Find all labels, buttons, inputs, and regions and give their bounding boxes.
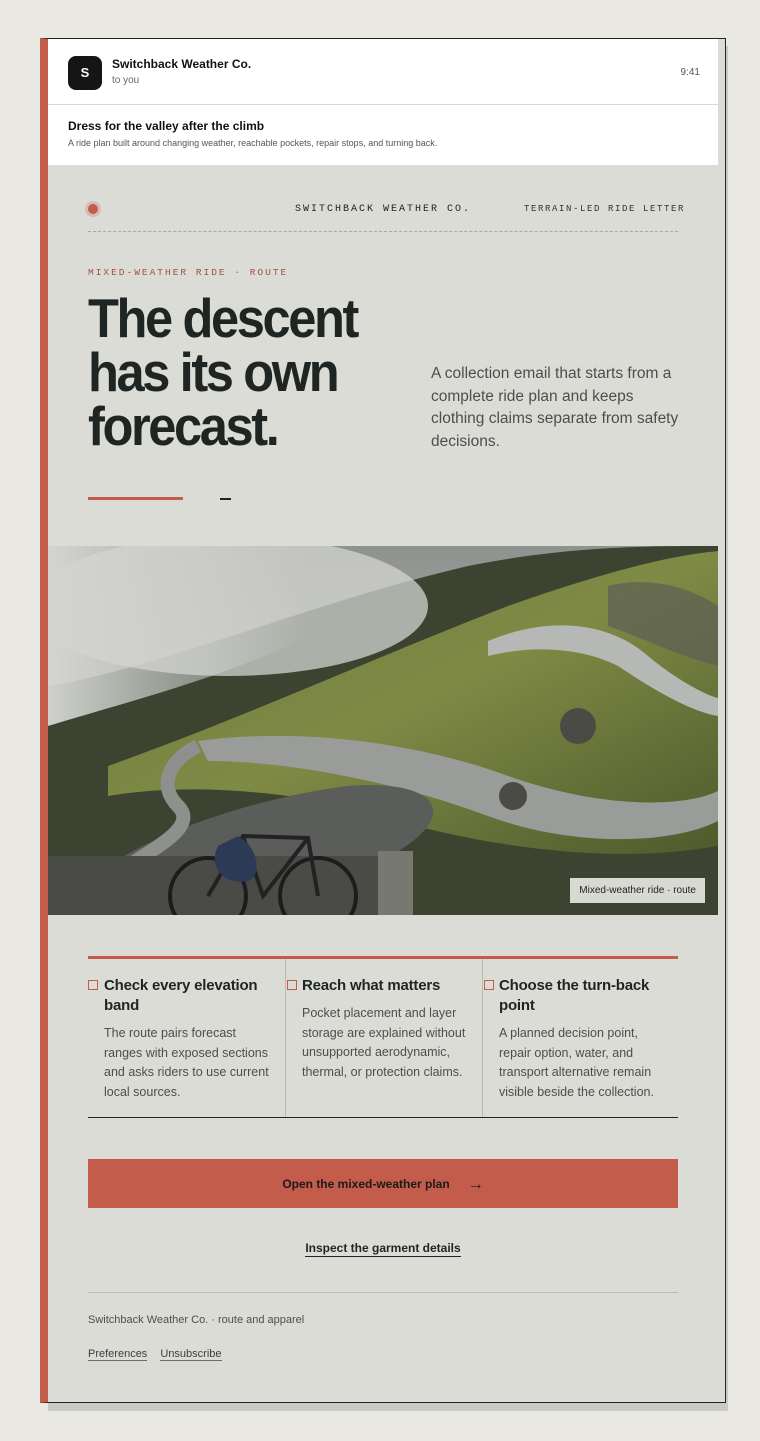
dark-rule: [220, 498, 231, 500]
masthead-label: TERRAIN-LED RIDE LETTER: [523, 204, 685, 214]
open-plan-button[interactable]: [88, 1159, 678, 1208]
subject-bar: [48, 105, 718, 165]
recipient-label: to you: [112, 75, 140, 86]
feature-title: Reach what matters: [302, 977, 441, 994]
open-plan-label: Open the mixed-weather plan: [282, 1177, 450, 1191]
masthead-brand: SWITCHBACK WEATHER CO.: [294, 204, 472, 215]
arrow-right-icon: →: [467, 1176, 484, 1193]
feature-turn-back: [482, 959, 678, 1117]
email-time: 9:41: [680, 67, 700, 78]
checkbox-icon: [484, 980, 494, 990]
feature-body: Pocket placement and layer storage are explained without unsupported aerodynamic, thermal, or protection claims.: [302, 1006, 466, 1080]
email-card: [40, 38, 726, 1403]
email-preview: A ride plan built around changing weather, reachable pockets, repair stops, and turning back.: [68, 138, 438, 148]
preferences-link[interactable]: Preferences: [88, 1348, 148, 1360]
footer-links: [88, 1348, 232, 1360]
sender-name: Switchback Weather Co.: [112, 57, 252, 71]
hero-kicker: MIXED-WEATHER RIDE · ROUTE: [88, 267, 289, 278]
email-subject: Dress for the valley after the climb: [68, 119, 265, 133]
garment-details-link[interactable]: Inspect the garment details: [305, 1241, 461, 1255]
hero-image: [48, 546, 718, 915]
secondary-link-wrap: [48, 1239, 718, 1257]
masthead-divider: [88, 231, 678, 232]
image-caption: Mixed-weather ride · route: [570, 878, 705, 903]
mountain-road-image: [48, 546, 718, 915]
accent-rule: [88, 497, 183, 500]
sender-avatar: S: [68, 56, 102, 90]
feature-reach: [285, 959, 482, 1117]
checkbox-icon: [287, 980, 297, 990]
feature-title: Check every elevation band: [104, 977, 258, 1014]
feature-title: Choose the turn-back point: [499, 977, 650, 1014]
hero-headline: The descent has its own forecast.: [88, 287, 357, 457]
feature-body: The route pairs forecast ranges with exposed sections and asks riders to use current local sources.: [104, 1026, 269, 1100]
features-bottom-rule: [88, 1117, 678, 1118]
feature-elevation: [88, 959, 285, 1117]
hero-intro: A collection email that starts from a complete ride plan and keeps clothing claims separate from safety decisions.: [431, 365, 679, 450]
feature-body: A planned decision point, repair option, water, and transport alternative remain visible beside the collection.: [499, 1026, 654, 1100]
footer-divider: [88, 1292, 678, 1293]
checkbox-icon: [88, 980, 98, 990]
email-header: [48, 39, 718, 105]
footer-text: Switchback Weather Co. · route and apparel: [88, 1314, 305, 1326]
unsubscribe-link[interactable]: Unsubscribe: [160, 1348, 222, 1360]
